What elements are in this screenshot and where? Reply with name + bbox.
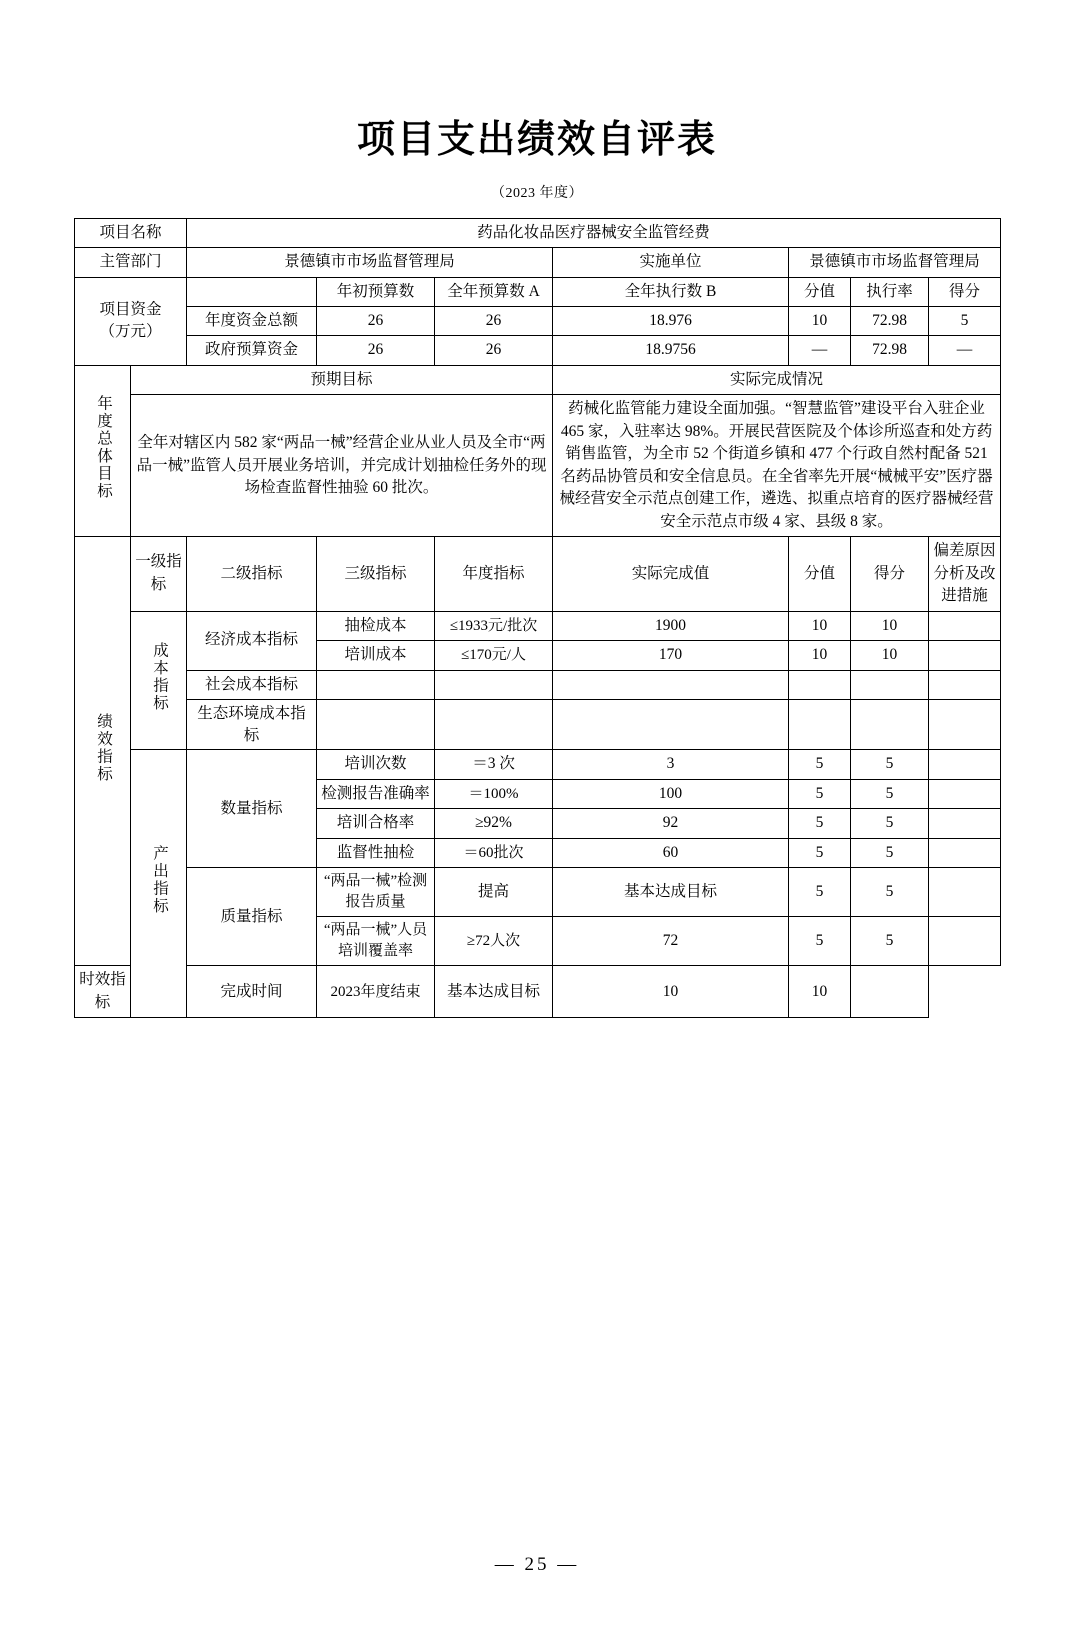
perf-actual: 3 — [553, 750, 789, 779]
fund-begin: 26 — [317, 307, 435, 336]
table-row-perf — [75, 966, 1001, 1018]
fund-score: 5 — [929, 307, 1001, 336]
page-subtitle: （2023 年度） — [491, 185, 583, 201]
perf-level2: 时效指标 — [75, 966, 131, 1018]
annual-goal-side-label: 年度总体目标 — [75, 365, 131, 536]
fund-row-name: 年度资金总额 — [187, 307, 317, 336]
page-number: — 25 — — [494, 1554, 580, 1575]
perf-level1-output: 产出指标 — [131, 750, 187, 1018]
perf-level2: 经济成本指标 — [187, 611, 317, 670]
perf-level2: 质量指标 — [187, 868, 317, 966]
perf-header-level3: 三级指标 — [317, 537, 435, 611]
document-page — [0, 118, 1074, 1638]
perf-actual: 1900 — [553, 611, 789, 640]
perf-header-score: 得分 — [851, 537, 929, 611]
fund-rate: 72.98 — [851, 336, 929, 365]
perf-header-deviation: 偏差原因分析及改进措施 — [929, 537, 1001, 611]
table-row-project-name — [75, 218, 1001, 247]
perf-actual — [553, 670, 789, 699]
perf-deviation — [929, 700, 1001, 750]
perf-level3: “两品一械”检测报告质量 — [317, 868, 435, 917]
funds-label — [75, 277, 187, 365]
perf-score-value — [789, 670, 851, 699]
col-year-budget: 全年预算数 A — [435, 277, 553, 306]
actual-result-text: 药械化监管能力建设全面加强。“智慧监管”建设平台入驻企业 465 家，入驻率达 98%。开展民营医院及个体诊所巡查和处方药销售监管，为全市 52 个街道乡镇和 477 个行政自然村配备 521 名药品协管员和安全信息员。在全省率先开展“械械平安”医疗器械经营安全示范点创建工作，遴选、拟重点培育的医疗器械经营安全示范点市级 4 家、县级 8 家。 — [553, 395, 1001, 537]
perf-score-value: 5 — [789, 917, 851, 966]
perf-score-value: 5 — [789, 779, 851, 808]
perf-target — [435, 700, 553, 750]
funds-label-line2: （万元） — [99, 323, 162, 341]
perf-level1-cost: 成本指标 — [131, 611, 187, 750]
perf-score-value: 5 — [789, 750, 851, 779]
perf-deviation — [929, 917, 1001, 966]
col-score-value: 分值 — [789, 277, 851, 306]
perf-level3: 检测报告准确率 — [317, 779, 435, 808]
perf-level3: 抽检成本 — [317, 611, 435, 640]
funds-label-line1: 项目资金 — [99, 300, 162, 318]
perf-level3: 培训成本 — [317, 641, 435, 670]
project-info-table — [74, 218, 1001, 1019]
perf-deviation — [929, 868, 1001, 917]
table-row-total-funds — [75, 307, 1001, 336]
perf-side-label: 绩效指标 — [75, 537, 131, 966]
fund-score-value: — — [789, 336, 851, 365]
perf-score-value: 5 — [789, 838, 851, 867]
dept-label: 主管部门 — [75, 248, 187, 277]
perf-score: 5 — [851, 779, 929, 808]
perf-header-actual-value: 实际完成值 — [553, 537, 789, 611]
perf-score: 5 — [851, 917, 929, 966]
fund-exec: 18.9756 — [553, 336, 789, 365]
perf-score-value: 10 — [553, 966, 789, 1018]
perf-deviation — [929, 779, 1001, 808]
perf-level2: 数量指标 — [187, 750, 317, 868]
perf-header-level1: 一级指标 — [131, 537, 187, 611]
perf-level3: “两品一械”人员培训覆盖率 — [317, 917, 435, 966]
col-score: 得分 — [929, 277, 1001, 306]
perf-level3 — [317, 700, 435, 750]
perf-actual — [553, 700, 789, 750]
perf-target: ＝3 次 — [435, 750, 553, 779]
table-row-gov-funds — [75, 336, 1001, 365]
perf-score — [851, 700, 929, 750]
table-row-perf — [75, 750, 1001, 779]
table-row-funds-header — [75, 277, 1001, 306]
fund-rate: 72.98 — [851, 307, 929, 336]
perf-score: 5 — [851, 809, 929, 838]
table-row-perf — [75, 611, 1001, 640]
perf-score: 5 — [851, 868, 929, 917]
unit-value: 景德镇市市场监督管理局 — [789, 248, 1001, 277]
table-row-department — [75, 248, 1001, 277]
expected-goal-header: 预期目标 — [131, 365, 553, 394]
perf-level3: 培训次数 — [317, 750, 435, 779]
table-row-perf — [75, 670, 1001, 699]
perf-target: ≤170元/人 — [435, 641, 553, 670]
fund-exec: 18.976 — [553, 307, 789, 336]
perf-header-annual-target: 年度指标 — [435, 537, 553, 611]
perf-level2: 生态环境成本指标 — [187, 700, 317, 750]
perf-deviation — [929, 670, 1001, 699]
col-exec-rate: 执行率 — [851, 277, 929, 306]
perf-header-level2: 二级指标 — [187, 537, 317, 611]
table-row-perf — [75, 700, 1001, 750]
perf-score: 5 — [851, 750, 929, 779]
perf-target: ≥72人次 — [435, 917, 553, 966]
table-row-annual-header — [75, 365, 1001, 394]
perf-target: 2023年度结束 — [317, 966, 435, 1018]
perf-deviation — [851, 966, 929, 1018]
perf-level3: 完成时间 — [187, 966, 317, 1018]
perf-actual: 基本达成目标 — [553, 868, 789, 917]
perf-target: ＝60批次 — [435, 838, 553, 867]
perf-actual: 60 — [553, 838, 789, 867]
perf-score-value: 10 — [789, 641, 851, 670]
project-name-label: 项目名称 — [75, 218, 187, 247]
perf-target — [435, 670, 553, 699]
actual-result-header: 实际完成情况 — [553, 365, 1001, 394]
perf-score: 10 — [851, 611, 929, 640]
fund-budget: 26 — [435, 336, 553, 365]
perf-deviation — [929, 750, 1001, 779]
perf-score-value: 10 — [789, 611, 851, 640]
dept-value: 景德镇市市场监督管理局 — [187, 248, 553, 277]
perf-score: 10 — [851, 641, 929, 670]
perf-actual: 100 — [553, 779, 789, 808]
perf-target: 提高 — [435, 868, 553, 917]
perf-actual: 基本达成目标 — [435, 966, 553, 1018]
col-begin-budget: 年初预算数 — [317, 277, 435, 306]
perf-target: ＝100% — [435, 779, 553, 808]
project-name-value: 药品化妆品医疗器械安全监管经费 — [187, 218, 1001, 247]
perf-score-value: 5 — [789, 868, 851, 917]
perf-target: ≤1933元/批次 — [435, 611, 553, 640]
col-year-exec: 全年执行数 B — [553, 277, 789, 306]
table-row-annual-content — [75, 395, 1001, 537]
fund-score-value: 10 — [789, 307, 851, 336]
perf-score-value — [789, 700, 851, 750]
perf-score-value: 5 — [789, 809, 851, 838]
page-title: 项目支出绩效自评表 — [356, 119, 717, 161]
fund-row-name: 政府预算资金 — [187, 336, 317, 365]
expected-goal-text: 全年对辖区内 582 家“两品一械”经营企业从业人员及全市“两品一械”监管人员开展业务培训，并完成计划抽检任务外的现场检查监督性抽验 60 批次。 — [131, 395, 553, 537]
perf-header-score-value: 分值 — [789, 537, 851, 611]
perf-level3: 培训合格率 — [317, 809, 435, 838]
perf-actual: 170 — [553, 641, 789, 670]
perf-level3: 监督性抽检 — [317, 838, 435, 867]
table-row-perf-header — [75, 537, 1001, 611]
perf-level3 — [317, 670, 435, 699]
perf-score: 10 — [789, 966, 851, 1018]
perf-score: 5 — [851, 838, 929, 867]
perf-deviation — [929, 641, 1001, 670]
fund-begin: 26 — [317, 336, 435, 365]
table-row-perf — [75, 868, 1001, 917]
funds-blank-cell — [187, 277, 317, 306]
perf-deviation — [929, 809, 1001, 838]
perf-actual: 92 — [553, 809, 789, 838]
perf-level2: 社会成本指标 — [187, 670, 317, 699]
perf-score — [851, 670, 929, 699]
fund-score: — — [929, 336, 1001, 365]
unit-label: 实施单位 — [553, 248, 789, 277]
perf-actual: 72 — [553, 917, 789, 966]
perf-deviation — [929, 838, 1001, 867]
fund-budget: 26 — [435, 307, 553, 336]
perf-target: ≥92% — [435, 809, 553, 838]
perf-deviation — [929, 611, 1001, 640]
